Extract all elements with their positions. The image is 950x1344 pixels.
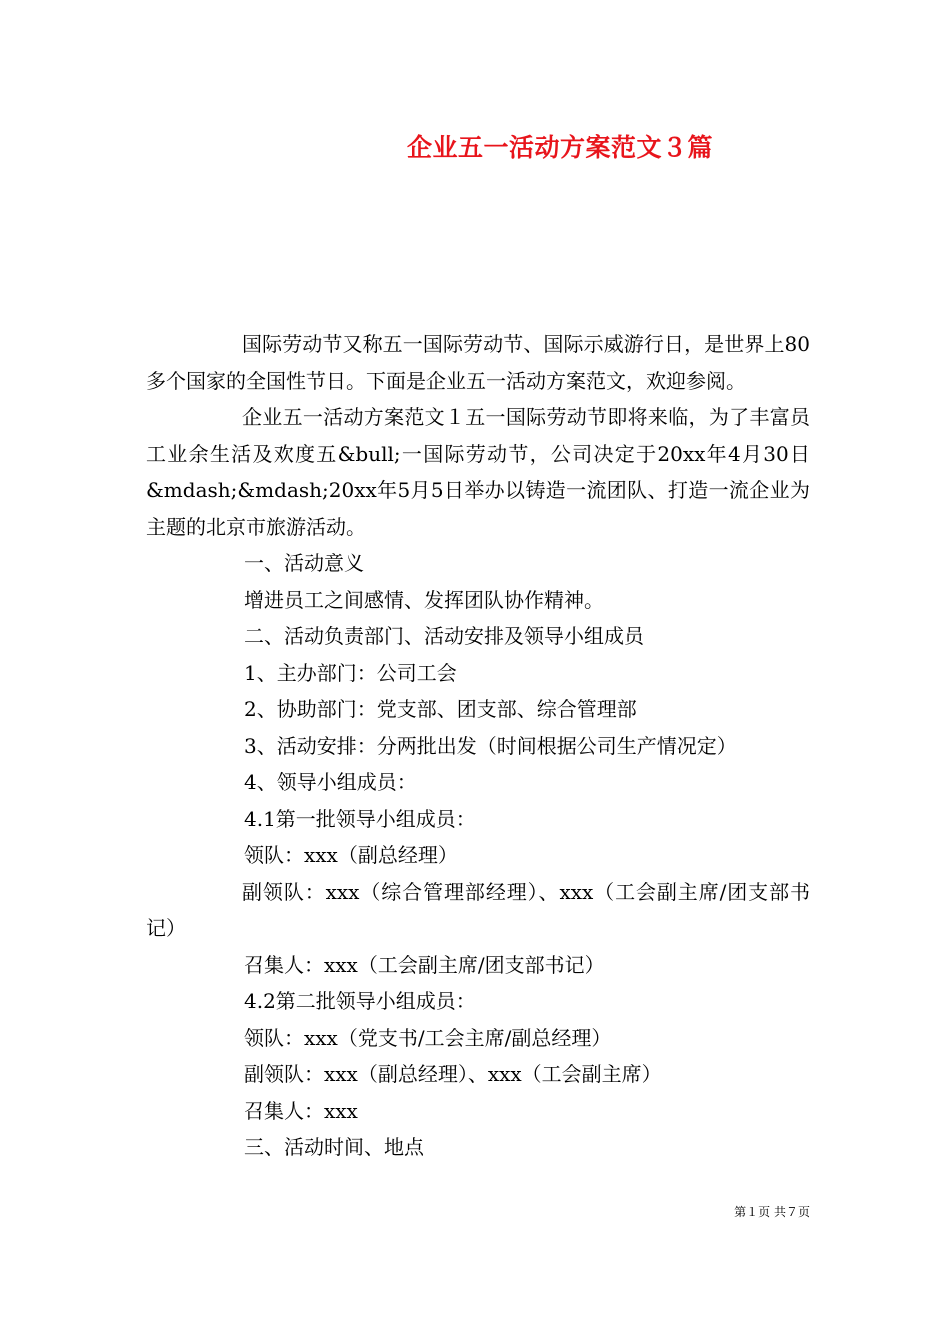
page-number-footer: 第１页 共７页 (734, 1205, 810, 1219)
list-item-assisting: 2、协助部门：党支部、团支部、综合管理部 (244, 697, 637, 721)
second-batch-leader: 领队：xxx（党支书/工会主席/副总经理） (244, 1025, 612, 1050)
section-heading-significance: 一、活动意义 (244, 551, 364, 575)
document-body (146, 326, 810, 1166)
paragraph-intro: 国际劳动节又称五一国际劳动节、国际示威游行日，是世界上80多个国家的全国性节日。下面是企业五一活动方案范文，欢迎参阅。 (146, 332, 810, 393)
list-item-arrangement: 3、活动安排：分两批出发（时间根据公司生产情况定） (244, 733, 737, 758)
paragraph-significance: 增进员工之间感情、发挥团队协作精神。 (244, 587, 604, 612)
list-item-leadership: 4、领导小组成员： (244, 770, 417, 794)
paragraph-plan-1: 企业五一活动方案范文１五一国际劳动节即将来临，为了丰富员工业余生活及欢度五&bull;一国际劳动节，公司决定于20xx年4月30日&mdash;&mdash;20xx年5月5日举办以铸造一流团队、打造一流企业为主题的北京市旅游活动。 (146, 405, 810, 539)
second-batch-deputy: 副领队：xxx（副总经理）、xxx（工会副主席） (244, 1062, 662, 1086)
subheading-second-batch: 4.2第二批领导小组成员： (244, 989, 476, 1013)
first-batch-deputy: 副领队：xxx（综合管理部经理）、xxx（工会副主席/团支部书记） (146, 879, 810, 940)
first-batch-leader: 领队：xxx（副总经理） (244, 843, 458, 867)
second-batch-convener: 召集人：xxx (244, 1098, 358, 1123)
list-item-organizer: 1、主办部门：公司工会 (244, 660, 457, 685)
first-batch-convener: 召集人：xxx（工会副主席/团支部书记） (244, 952, 605, 977)
section-heading-time-place: 三、活动时间、地点 (244, 1135, 424, 1159)
document-title: 企业五一活动方案范文３篇 (406, 133, 713, 162)
section-heading-departments: 二、活动负责部门、活动安排及领导小组成员 (244, 624, 644, 648)
subheading-first-batch: 4.1第一批领导小组成员： (244, 806, 476, 831)
